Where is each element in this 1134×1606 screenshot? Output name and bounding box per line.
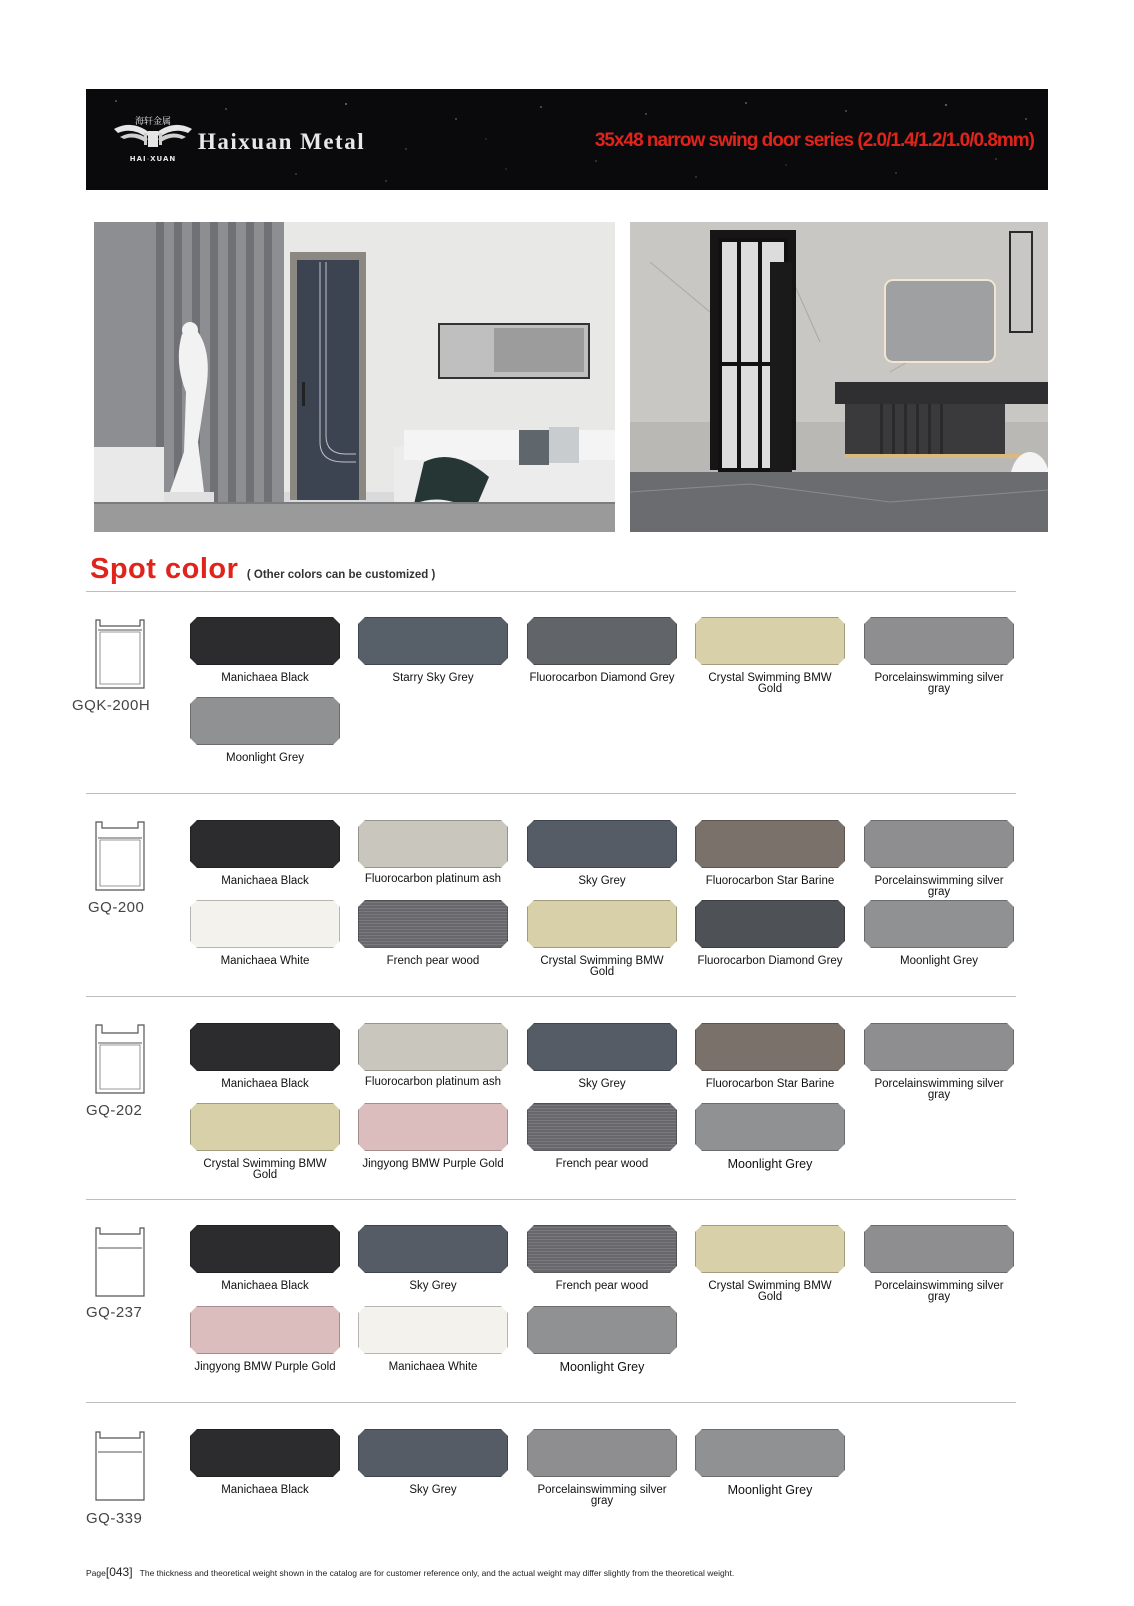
swatch-label: Manichaea Black	[221, 672, 309, 684]
color-swatch[interactable]	[864, 617, 1014, 665]
color-swatch[interactable]	[695, 1429, 845, 1477]
color-swatch[interactable]	[358, 900, 508, 948]
color-swatch[interactable]	[695, 1225, 845, 1273]
swatch-label: Fluorocarbon platinum ash	[364, 1076, 502, 1088]
swatch-label: Manichaea White	[220, 955, 310, 967]
footer-note: The thickness and theoretical weight shown in the catalog are for customer reference only, and the actual weight may differ slightly from the theoretical weight.	[139, 1568, 735, 1578]
color-swatch[interactable]	[190, 820, 340, 868]
color-swatch[interactable]	[864, 1023, 1014, 1071]
color-swatch[interactable]	[695, 617, 845, 665]
profile-section-icon	[94, 1023, 146, 1095]
brand-name: Haixuan Metal	[198, 129, 366, 154]
swatch-label: Porcelainswimming silver gray	[537, 1484, 667, 1507]
page-footer	[86, 1565, 734, 1579]
swatch-label: Fluorocarbon Star Barine	[705, 1078, 835, 1090]
logo-en-text: HAI XUAN	[129, 155, 177, 163]
color-swatch[interactable]	[527, 1103, 677, 1151]
color-swatch[interactable]	[527, 1306, 677, 1354]
page-number: [043]	[105, 1565, 133, 1579]
color-swatch[interactable]	[527, 1225, 677, 1273]
swatch-label: Porcelainswimming silver gray	[874, 672, 1004, 695]
divider	[86, 1199, 1016, 1200]
swatch-label: Sky Grey	[578, 875, 626, 887]
color-swatch[interactable]	[695, 1103, 845, 1151]
swatch-label: Fluorocarbon platinum ash	[364, 873, 502, 885]
bathroom-photo	[630, 222, 1048, 532]
swatch-label: Sky Grey	[578, 1078, 626, 1090]
spot-color-heading	[90, 553, 435, 586]
swatch-label: Porcelainswimming silver gray	[874, 875, 1004, 898]
color-swatch[interactable]	[190, 1306, 340, 1354]
swatch-label: Sky Grey	[409, 1484, 457, 1496]
color-swatch[interactable]	[190, 1023, 340, 1071]
model-label: GQ-237	[86, 1304, 143, 1321]
color-swatch[interactable]	[190, 1429, 340, 1477]
swatch-label: Manichaea Black	[221, 875, 309, 887]
swatch-label: Fluorocarbon Diamond Grey	[697, 955, 843, 967]
swatch-label: Porcelainswimming silver gray	[874, 1078, 1004, 1101]
swatch-label: Moonlight Grey	[226, 752, 304, 764]
profile-section-icon	[94, 820, 146, 892]
swatch-label: Jingyong BMW Purple Gold	[194, 1361, 336, 1373]
color-swatch[interactable]	[527, 900, 677, 948]
color-swatch[interactable]	[358, 1023, 508, 1071]
swatch-label: French pear wood	[555, 1280, 649, 1292]
swatch-label: Jingyong BMW Purple Gold	[362, 1158, 504, 1170]
swatch-label: Moonlight Grey	[900, 955, 978, 967]
swatch-label: Fluorocarbon Diamond Grey	[529, 672, 675, 684]
header-banner	[86, 89, 1048, 190]
color-swatch[interactable]	[695, 1023, 845, 1071]
color-swatch[interactable]	[190, 900, 340, 948]
profile-section-icon	[94, 1430, 146, 1502]
color-swatch[interactable]	[190, 697, 340, 745]
swatch-label: Crystal Swimming BMW Gold	[540, 955, 664, 978]
divider	[86, 1402, 1016, 1403]
swatch-label: Crystal Swimming BMW Gold	[203, 1158, 327, 1181]
swatch-label: Manichaea Black	[221, 1484, 309, 1496]
swatch-label: Moonlight Grey	[727, 1157, 813, 1171]
logo-cn-text: 海轩金属	[134, 117, 172, 127]
profile-section-icon	[94, 618, 146, 690]
swatch-label: Manichaea Black	[221, 1280, 309, 1292]
swatch-label: Moonlight Grey	[559, 1360, 645, 1374]
divider	[86, 996, 1016, 997]
color-swatch[interactable]	[864, 900, 1014, 948]
color-swatch[interactable]	[190, 1103, 340, 1151]
color-swatch[interactable]	[695, 820, 845, 868]
color-swatch[interactable]	[358, 1225, 508, 1273]
color-swatch[interactable]	[358, 617, 508, 665]
section-subtitle: ( Other colors can be customized )	[246, 569, 436, 581]
color-swatch[interactable]	[190, 617, 340, 665]
swatch-label: Crystal Swimming BMW Gold	[708, 1280, 832, 1303]
haixuan-logo	[110, 111, 196, 169]
swatch-label: French pear wood	[555, 1158, 649, 1170]
living-room-photo	[94, 222, 615, 532]
color-swatch[interactable]	[864, 820, 1014, 868]
color-swatch[interactable]	[358, 820, 508, 868]
swatch-label: Porcelainswimming silver gray	[874, 1280, 1004, 1303]
color-swatch[interactable]	[527, 1023, 677, 1071]
swatch-label: Manichaea White	[388, 1361, 478, 1373]
color-swatch[interactable]	[695, 900, 845, 948]
page-label: Page	[86, 1568, 106, 1578]
divider	[86, 793, 1016, 794]
color-swatch[interactable]	[358, 1306, 508, 1354]
model-label: GQ-200	[88, 899, 145, 916]
swatch-label: Fluorocarbon Star Barine	[705, 875, 835, 887]
model-label: GQ-339	[86, 1510, 143, 1527]
swatch-label: Crystal Swimming BMW Gold	[708, 672, 832, 695]
model-label: GQK-200H	[72, 697, 151, 714]
series-title: 35x48 narrow swing door series (2.0/1.4/1.2/1.0/0.8mm)	[594, 130, 1034, 151]
section-title: Spot color	[90, 553, 239, 585]
model-label: GQ-202	[86, 1102, 143, 1119]
swatch-label: French pear wood	[386, 955, 480, 967]
swatch-label: Starry Sky Grey	[392, 672, 474, 684]
swatch-label: Manichaea Black	[221, 1078, 309, 1090]
swatch-label: Moonlight Grey	[727, 1483, 813, 1497]
color-swatch[interactable]	[190, 1225, 340, 1273]
color-swatch[interactable]	[358, 1103, 508, 1151]
profile-section-icon	[94, 1226, 146, 1298]
color-swatch[interactable]	[864, 1225, 1014, 1273]
color-swatch[interactable]	[527, 1429, 677, 1477]
swatch-label: Sky Grey	[409, 1280, 457, 1292]
color-swatch[interactable]	[527, 820, 677, 868]
color-swatch[interactable]	[527, 617, 677, 665]
divider	[86, 591, 1016, 592]
color-swatch[interactable]	[358, 1429, 508, 1477]
